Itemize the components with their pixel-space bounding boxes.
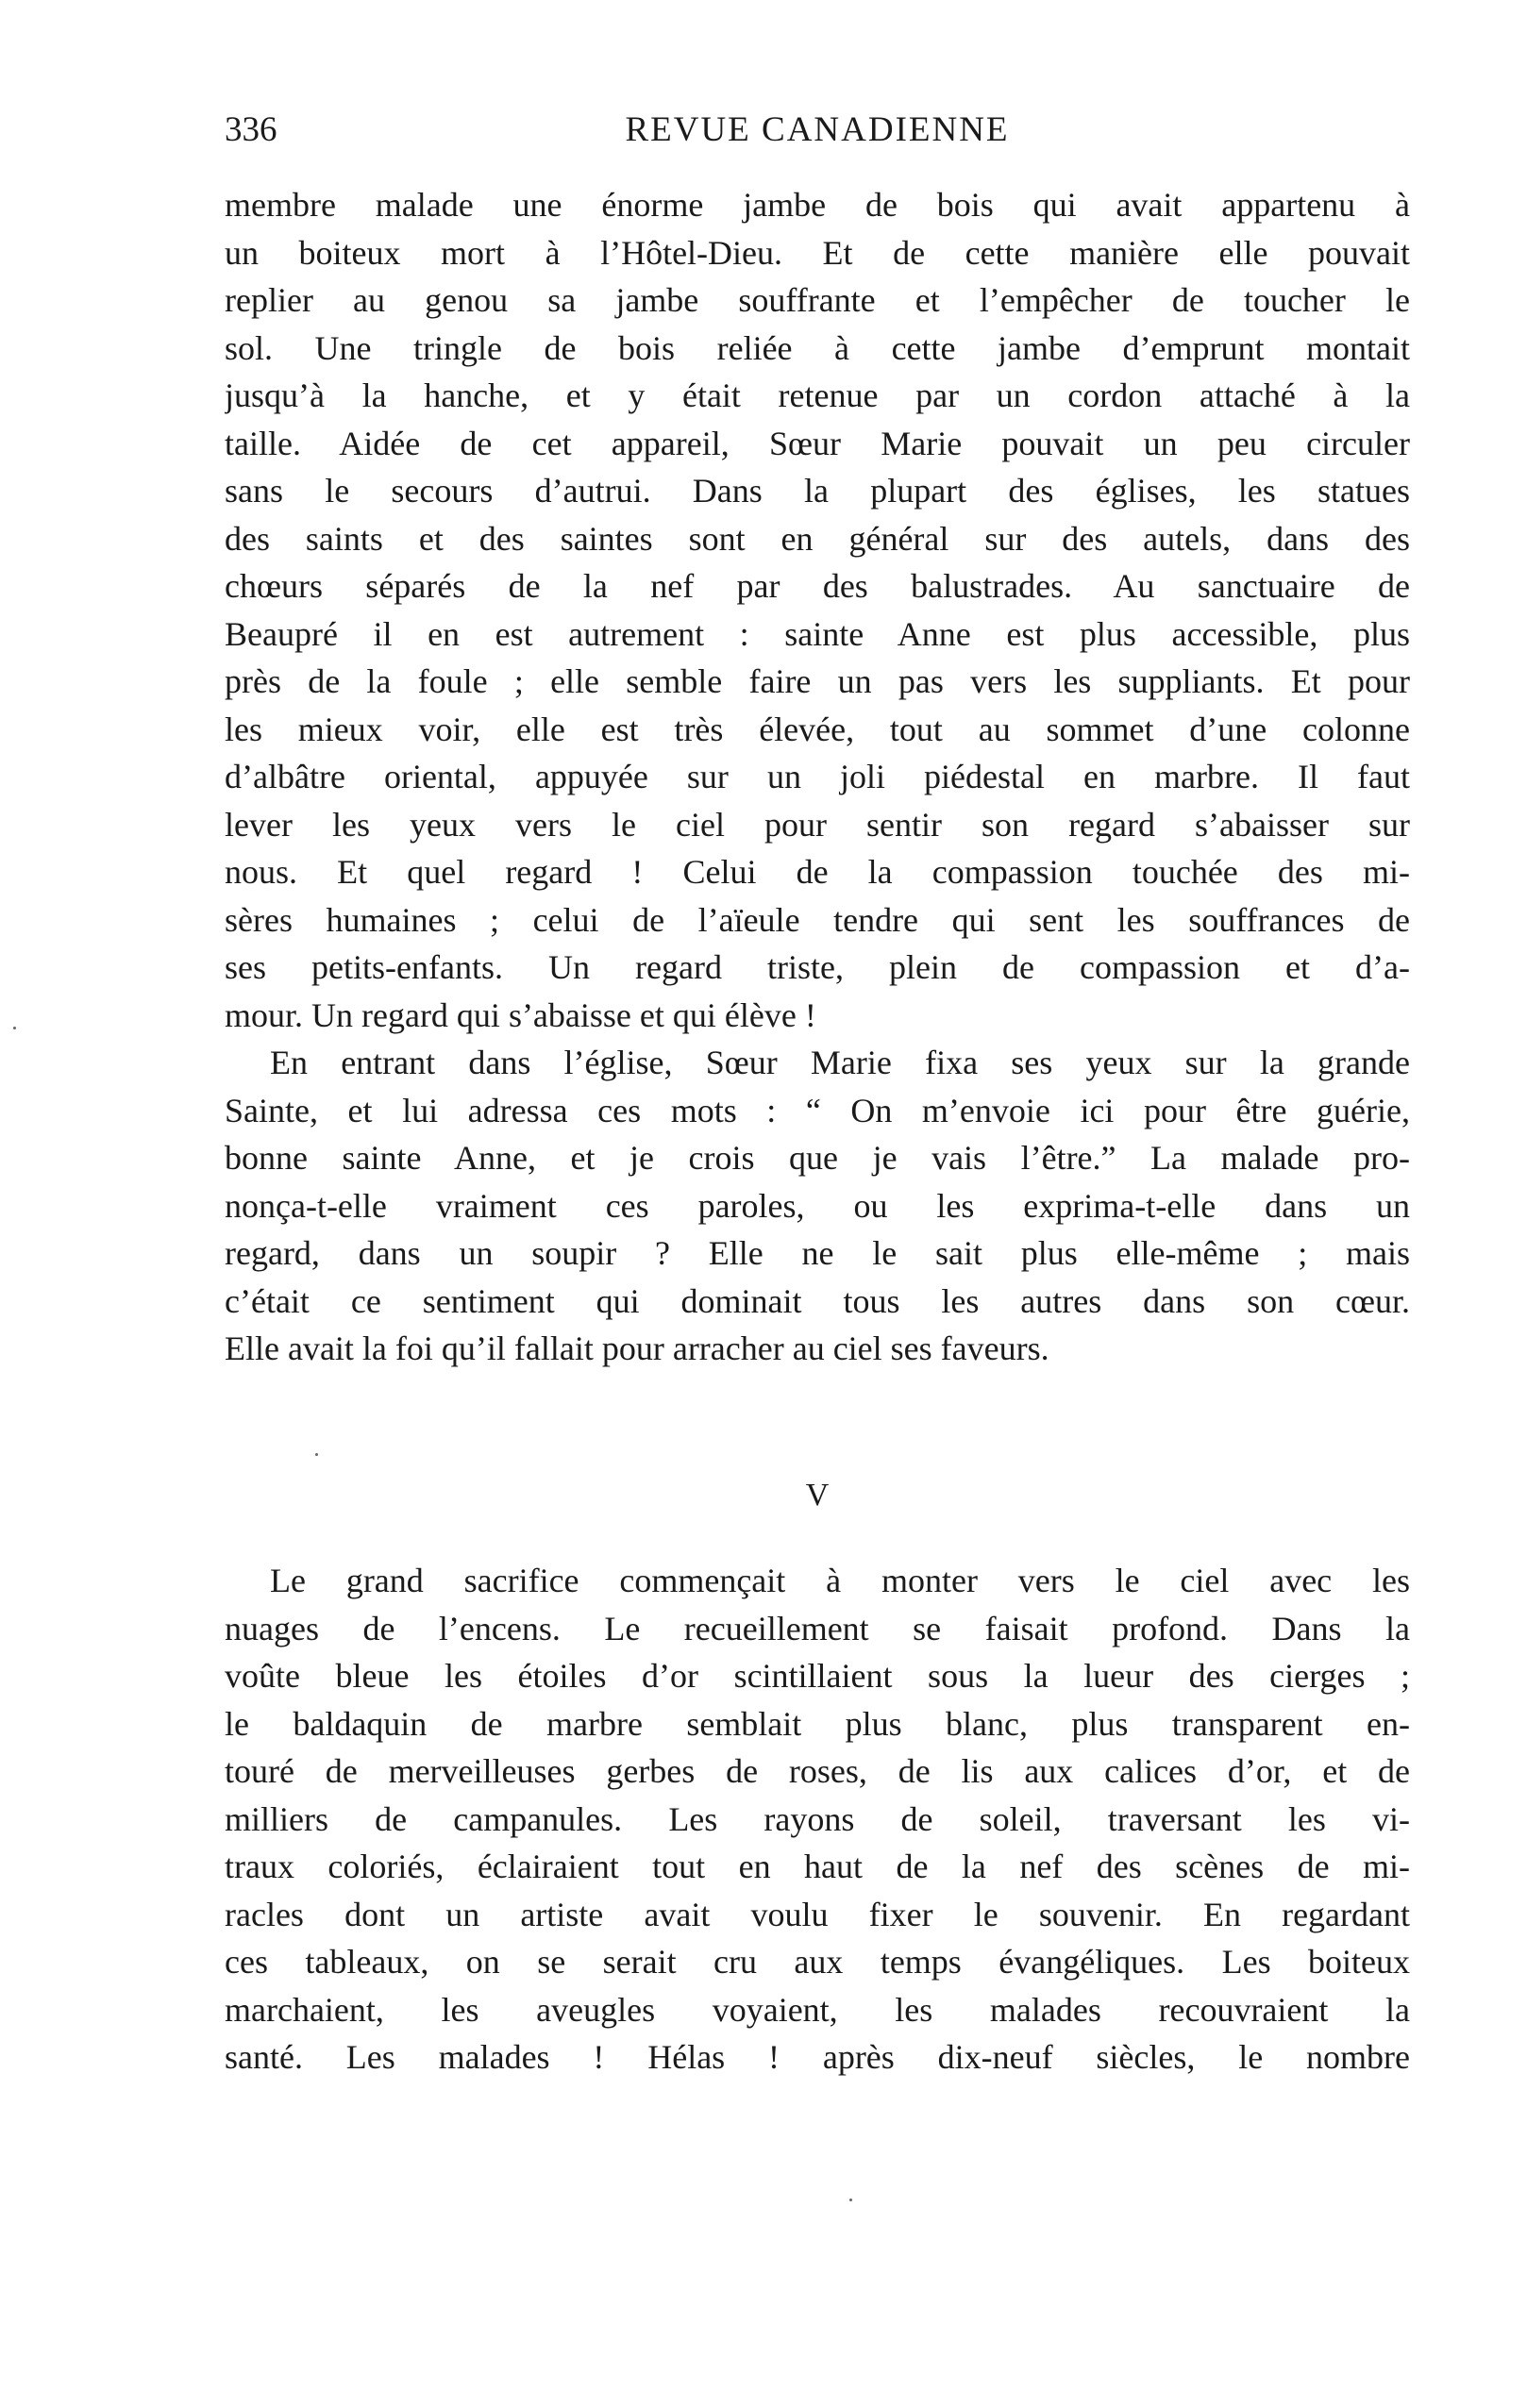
text-line: lever les yeux vers le ciel pour sentir son regard s’abaisser sur [225,805,1410,844]
text-line: Elle avait la foi qu’il fallait pour arracher au ciel ses faveurs. [225,1329,1049,1367]
text-line: c’était ce sentiment qui dominait tous les autres dans son cœur. [225,1281,1410,1320]
text-line: Sainte, et lui adressa ces mots : “ On m’envoie ici pour être guérie, [225,1091,1410,1129]
scan-speck [315,1453,318,1456]
text-line: nuages de l’encens. Le recueillement se faisait profond. Dans la [225,1609,1410,1647]
paragraph-1 [225,181,1410,1039]
text-line: regard, dans un soupir ? Elle ne le sait plus elle-même ; mais [225,1234,1410,1272]
text-line: chœurs séparés de la nef par des balustrades. Au sanctuaire de [225,567,1410,605]
text-line: taille. Aidée de cet appareil, Sœur Marie pouvait un peu circuler [225,424,1410,462]
body-text-upper [225,181,1410,1373]
text-line: le baldaquin de marbre semblait plus blanc, plus transparent en- [225,1704,1410,1743]
text-line: En entrant dans l’église, Sœur Marie fixa ses yeux sur la grande [270,1044,1410,1081]
text-line: voûte bleue les étoiles d’or scintillaient sous la lueur des cierges ; [225,1657,1410,1695]
running-head [225,102,1410,159]
page-number: 336 [225,110,277,149]
text-line: d’albâtre oriental, appuyée sur un joli piédestal en marbre. Il faut [225,758,1410,795]
text-line: touré de merveilleuses gerbes de roses, de lis aux calices d’or, et de [225,1752,1410,1790]
text-line: sères humaines ; celui de l’aïeule tendre qui sent les souffrances de [225,900,1410,939]
text-line: Beaupré il en est autrement : sainte Anne est plus accessible, plus [225,614,1410,653]
text-line: ses petits-enfants. Un regard triste, plein de compassion et d’a- [225,948,1410,986]
scan-speck [13,1027,16,1029]
text-line: nonça-t-elle vraiment ces paroles, ou les exprima-t-elle dans un [225,1186,1410,1225]
paragraph-2 [225,1039,1410,1373]
text-line: ces tableaux, on se serait cru aux temps évangéliques. Les boiteux [225,1943,1410,1981]
journal-title: REVUE CANADIENNE [625,110,1010,149]
paragraph-3 [225,1557,1410,2082]
text-line: des saints et des saintes sont en général sur des autels, dans des [225,519,1410,558]
text-line: traux coloriés, éclairaient tout en haut de la nef des scènes de mi- [225,1848,1410,1885]
text-line: racles dont un artiste avait voulu fixer le souvenir. En regardant [225,1895,1410,1933]
text-line: replier au genou sa jambe souffrante et l’empêcher de toucher le [225,281,1410,319]
text-line: bonne sainte Anne, et je crois que je vais l’être.” La malade pro- [225,1139,1410,1177]
text-line: nous. Et quel regard ! Celui de la compassion touchée des mi- [225,853,1410,891]
text-line: sol. Une tringle de bois reliée à cette jambe d’emprunt montait [225,328,1410,367]
text-line: membre malade une énorme jambe de bois qui avait appartenu à [225,186,1410,224]
text-line: près de la foule ; elle semble faire un pas vers les suppliants. Et pour [225,662,1410,700]
text-line: santé. Les malades ! Hélas ! après dix-neuf siècles, le nombre [225,2038,1410,2076]
text-line: un boiteux mort à l’Hôtel-Dieu. Et de cette manière elle pouvait [225,233,1410,272]
body-text-lower [225,1557,1410,2082]
text-line: mour. Un regard qui s’abaisse et qui élève ! [225,995,816,1034]
text-line: marchaient, les aveugles voyaient, les malades recouvraient la [225,1990,1410,2029]
text-line: milliers de campanules. Les rayons de soleil, traversant les vi- [225,1799,1410,1838]
section-heading: V [805,1478,830,1513]
text-line: Le grand sacrifice commençait à monter vers le ciel avec les [270,1562,1410,1599]
scan-speck [849,2199,852,2201]
text-line: sans le secours d’autrui. Dans la plupart des églises, les statues [225,472,1410,510]
text-line: jusqu’à la hanche, et y était retenue par un cordon attaché à la [225,376,1410,414]
text-line: les mieux voir, elle est très élevée, tout au sommet d’une colonne [225,710,1410,748]
